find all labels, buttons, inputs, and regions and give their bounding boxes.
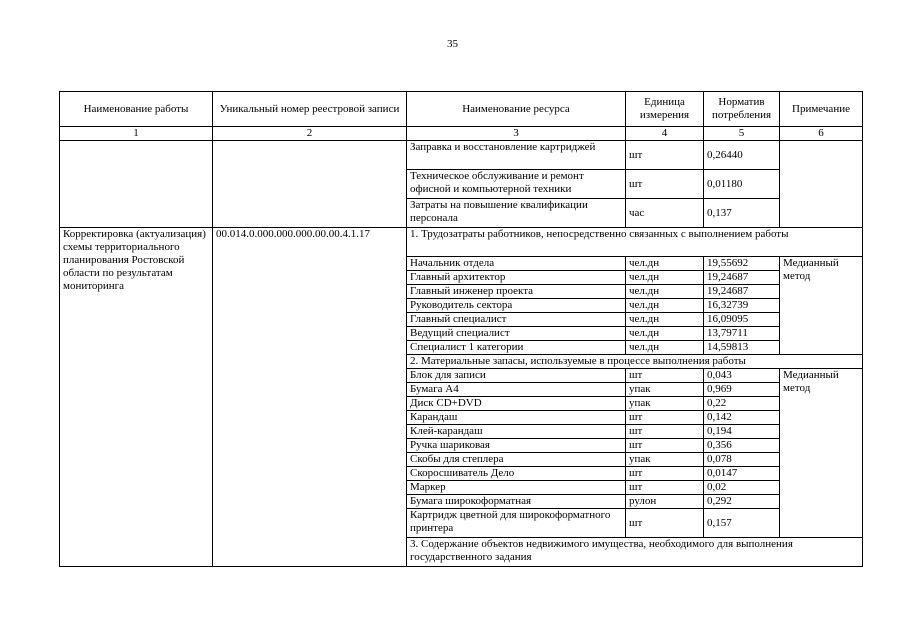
unit: шт [626,369,704,383]
norm: 0,157 [704,509,780,538]
unit: час [626,199,704,228]
page-number: 35 [447,38,458,50]
resource-name: Маркер [407,481,626,495]
norm: 19,55692 [704,257,780,271]
resource-name: Ведущий специалист [407,327,626,341]
column-number: 2 [213,127,407,141]
resource-norms-table [59,91,863,567]
resource-name: Карандаш [407,411,626,425]
norm: 16,32739 [704,299,780,313]
column-number: 1 [60,127,213,141]
norm: 0,194 [704,425,780,439]
unit: чел.дн [626,327,704,341]
unit: чел.дн [626,285,704,299]
norm: 0,142 [704,411,780,425]
resource-name: Клей-карандаш [407,425,626,439]
unit: упак [626,383,704,397]
unit: рулон [626,495,704,509]
resource-name: Главный специалист [407,313,626,327]
resource-name: Затраты на повышение квалификации персонала [407,199,626,228]
header-unit: Единица измерения [626,92,704,127]
norm: 19,24687 [704,285,780,299]
column-number: 5 [704,127,780,141]
resource-name: Специалист 1 категории [407,341,626,355]
resource-name: Бумага А4 [407,383,626,397]
resource-name: Начальник отдела [407,257,626,271]
header-work-name: Наименование работы [60,92,213,127]
unit: упак [626,453,704,467]
section-title-row [60,228,863,257]
unit: чел.дн [626,299,704,313]
resource-name: Руководитель сектора [407,299,626,313]
unit: чел.дн [626,341,704,355]
norm: 0,356 [704,439,780,453]
note: Медианный метод [780,369,863,538]
unit: шт [626,170,704,199]
header-registry-number: Уникальный номер реестровой записи [213,92,407,127]
registry-number: 00.014.0.000.000.000.00.00.4.1.17 [213,228,407,567]
note: Медианный метод [780,257,863,355]
resource-name: Диск CD+DVD [407,397,626,411]
norm: 0,02 [704,481,780,495]
table-row [60,141,863,170]
unit: шт [626,411,704,425]
registry-cell-empty [213,141,407,228]
column-number-row [60,127,863,141]
section-2-title: 2. Материальные запасы, используемые в процессе выполнения работы [407,355,863,369]
column-number: 4 [626,127,704,141]
norm: 13,79711 [704,327,780,341]
resource-name: Техническое обслуживание и ремонт офисной и компьютерной техники [407,170,626,199]
norm: 0,043 [704,369,780,383]
unit: шт [626,141,704,170]
column-number: 3 [407,127,626,141]
norm: 0,969 [704,383,780,397]
unit: чел.дн [626,313,704,327]
unit: шт [626,467,704,481]
work-name-cell-empty [60,141,213,228]
unit: шт [626,425,704,439]
norm: 0,26440 [704,141,780,170]
header-norm: Норматив потребления [704,92,780,127]
note-cell-empty [780,141,863,228]
resource-name: Ручка шариковая [407,439,626,453]
unit: чел.дн [626,271,704,285]
unit: шт [626,439,704,453]
resource-name: Главный архитектор [407,271,626,285]
norm: 16,09095 [704,313,780,327]
norm: 0,078 [704,453,780,467]
resource-name: Картридж цветной для широкоформатного принтера [407,509,626,538]
norm: 0,137 [704,199,780,228]
column-number: 6 [780,127,863,141]
resource-name: Бумага широкоформатная [407,495,626,509]
resource-name: Блок для записи [407,369,626,383]
section-3-title: 3. Содержание объектов недвижимого имущества, необходимого для выполнения государственного задания [407,538,863,567]
norm: 19,24687 [704,271,780,285]
resource-name: Заправка и восстановление картриджей [407,141,626,170]
unit: упак [626,397,704,411]
header-note: Примечание [780,92,863,127]
work-name: Корректировка (актуализация) схемы территориального планирования Ростовской области по результатам мониторинга [60,228,213,567]
resource-name: Скоросшиватель Дело [407,467,626,481]
section-1-title: 1. Трудозатраты работников, непосредственно связанных с выполнением работы [407,228,863,257]
header-resource-name: Наименование ресурса [407,92,626,127]
norm: 0,01180 [704,170,780,199]
unit: шт [626,481,704,495]
unit: шт [626,509,704,538]
resource-name: Главный инженер проекта [407,285,626,299]
norm: 0,292 [704,495,780,509]
norm: 0,0147 [704,467,780,481]
header-row [60,92,863,127]
norm: 14,59813 [704,341,780,355]
norm: 0,22 [704,397,780,411]
resource-name: Скобы для степлера [407,453,626,467]
unit: чел.дн [626,257,704,271]
